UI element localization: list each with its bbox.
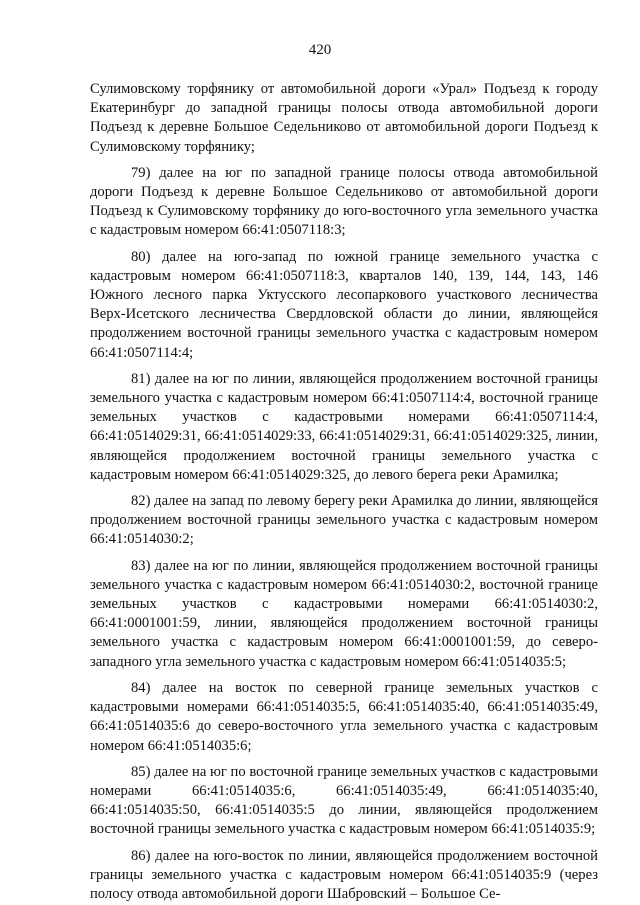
paragraph-item-83: 83) далее на юг по линии, являющейся продолжением восточной границы земельного участка с кадастровым номером 66:41:0514030:2, восточной границе земельных участков с кадастровыми номерами 66:41:0514030:2, 66:41:0001001:59, линии, являющейся продолжением восточной границы земельного участка с кадастровым номером 66:41:0001001:59, до северо-западного угла земельного участка с кадастровым номером 66:41:0514035:5;: [90, 557, 598, 670]
paragraph-continuation: Сулимовскому торфянику от автомобильной дороги «Урал» Подъезд к городу Екатеринбург до западной границы полосы отвода автомобильной дороги Подъезд к деревне Большое Седельниково от автомобильной дороги Подъезд к Сулимовскому торфянику;: [90, 81, 598, 155]
paragraph-item-85: 85) далее на юг по восточной границе земельных участков с кадастровыми номерами 66:41:0514035:6, 66:41:0514035:49, 66:41:0514035:40, 66:41:0514035:50, 66:41:0514035:5 до линии, являющейся продолжением восточной границы земельного участка с кадастровым номером 66:41:0514035:9;: [90, 763, 598, 838]
paragraph-item-80: 80) далее на юго-запад по южной границе земельного участка с кадастровым номером 66:41:0507118:3, кварталов 140, 139, 144, 143, 146 Южного лесного парка Уктусского лесопаркового участкового лесничества Верх-Исетского лесничества Свердловской области до линии, являющейся продолжением восточной границы земельного участка с кадастровым номером 66:41:0507114:4;: [90, 248, 598, 361]
paragraph-item-86: 86) далее на юго-восток по линии, являющейся продолжением восточной границы земельного участка с кадастровым номером 66:41:0514035:9 (через полосу отвода автомобильной дороги Шабровский – Большое Се-: [90, 847, 598, 902]
paragraph-item-79: 79) далее на юг по западной границе полосы отвода автомобильной дороги Подъезд к деревне Большое Седельниково от автомобильной дороги Подъезд к Сулимовскому торфянику до юго-восточного угла земельного участка с кадастровым номером 66:41:0507118:3;: [90, 164, 598, 239]
paragraph-item-84: 84) далее на восток по северной границе земельных участков с кадастровыми номерами 66:41:0514035:5, 66:41:0514035:40, 66:41:0514035:49, 66:41:0514035:6 до северо-восточного угла земельного участка с кадастровым номером 66:41:0514035:6;: [90, 679, 598, 754]
paragraph-item-81: 81) далее на юг по линии, являющейся продолжением восточной границы земельного участка с кадастровым номером 66:41:0507114:4, восточной границе земельных участков с кадастровыми номерами 66:41:0507114:4, 66:41:0514029:31, 66:41:0514029:33, 66:41:0514029:31, 66:41:0514029:325, линии, являющейся продолжением восточной границы земельного участка с кадастровым номером 66:41:0514029:325, до левого берега реки Арамилка;: [90, 370, 598, 483]
document-body: [90, 80, 598, 904]
paragraph-item-82: 82) далее на запад по левому берегу реки Арамилка до линии, являющейся продолжением восточной границы земельного участка с кадастровым номером 66:41:0514030:2;: [90, 493, 598, 548]
page-number: 420: [308, 42, 332, 58]
